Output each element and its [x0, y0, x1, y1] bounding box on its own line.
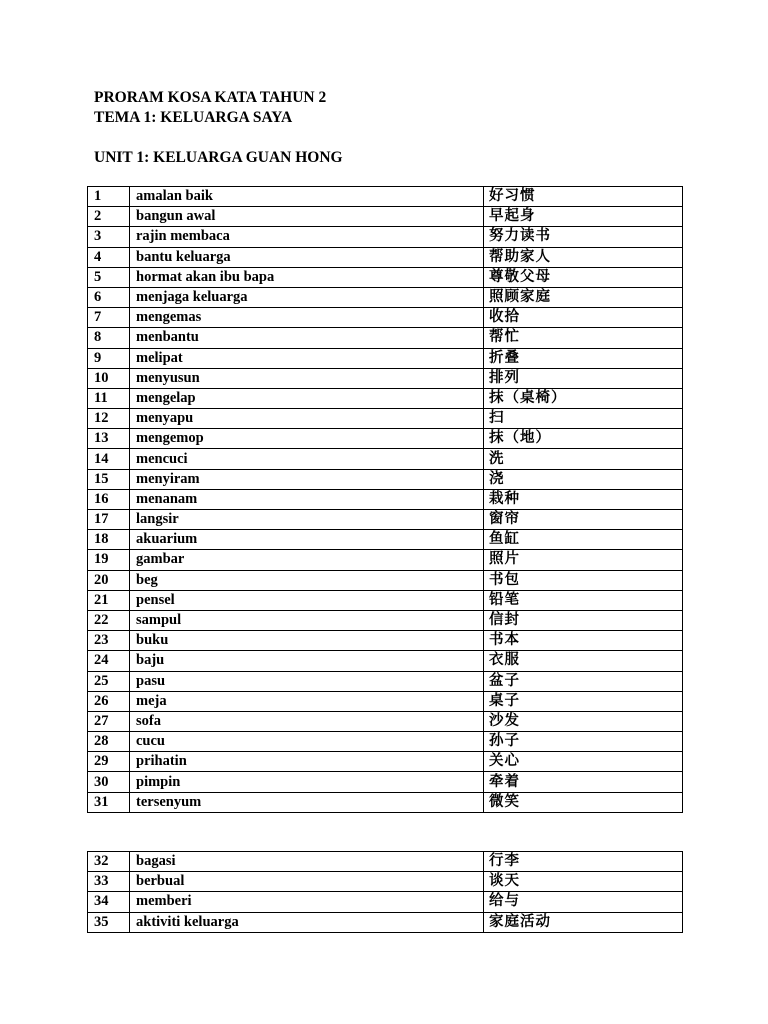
row-number: 5	[88, 267, 130, 287]
row-number: 28	[88, 732, 130, 752]
malay-word: langsir	[130, 510, 484, 530]
malay-word: sampul	[130, 610, 484, 630]
row-number: 19	[88, 550, 130, 570]
chinese-translation: 微笑	[484, 792, 683, 812]
table-row	[88, 892, 683, 912]
row-number: 7	[88, 308, 130, 328]
row-number: 31	[88, 792, 130, 812]
chinese-translation: 给与	[484, 892, 683, 912]
vocabulary-table-2	[87, 851, 683, 933]
row-number: 9	[88, 348, 130, 368]
table-row	[88, 631, 683, 651]
row-number: 17	[88, 510, 130, 530]
row-number: 33	[88, 872, 130, 892]
chinese-translation: 洗	[484, 449, 683, 469]
table-row	[88, 348, 683, 368]
malay-word: cucu	[130, 732, 484, 752]
chinese-translation: 努力读书	[484, 227, 683, 247]
chinese-translation: 扫	[484, 409, 683, 429]
row-number: 14	[88, 449, 130, 469]
table-row	[88, 852, 683, 872]
malay-word: akuarium	[130, 530, 484, 550]
malay-word: menyapu	[130, 409, 484, 429]
malay-word: pasu	[130, 671, 484, 691]
table-row	[88, 752, 683, 772]
row-number: 4	[88, 247, 130, 267]
malay-word: menyiram	[130, 469, 484, 489]
vocabulary-table-1	[87, 186, 683, 813]
chinese-translation: 照片	[484, 550, 683, 570]
table-row	[88, 550, 683, 570]
chinese-translation: 铅笔	[484, 590, 683, 610]
chinese-translation: 排列	[484, 368, 683, 388]
row-number: 1	[88, 187, 130, 207]
chinese-translation: 早起身	[484, 207, 683, 227]
table-row	[88, 590, 683, 610]
chinese-translation: 家庭活动	[484, 912, 683, 932]
chinese-translation: 鱼缸	[484, 530, 683, 550]
malay-word: memberi	[130, 892, 484, 912]
chinese-translation: 书本	[484, 631, 683, 651]
table-row	[88, 530, 683, 550]
table-row	[88, 732, 683, 752]
malay-word: bagasi	[130, 852, 484, 872]
row-number: 12	[88, 409, 130, 429]
row-number: 35	[88, 912, 130, 932]
row-number: 23	[88, 631, 130, 651]
malay-word: bantu keluarga	[130, 247, 484, 267]
row-number: 6	[88, 287, 130, 307]
row-number: 25	[88, 671, 130, 691]
row-number: 3	[88, 227, 130, 247]
malay-word: menjaga keluarga	[130, 287, 484, 307]
chinese-translation: 抹（地）	[484, 429, 683, 449]
chinese-translation: 桌子	[484, 691, 683, 711]
table-row	[88, 247, 683, 267]
chinese-translation: 帮助家人	[484, 247, 683, 267]
chinese-translation: 照顾家庭	[484, 287, 683, 307]
chinese-translation: 窗帘	[484, 510, 683, 530]
row-number: 29	[88, 752, 130, 772]
row-number: 13	[88, 429, 130, 449]
malay-word: menbantu	[130, 328, 484, 348]
chinese-translation: 收拾	[484, 308, 683, 328]
chinese-translation: 关心	[484, 752, 683, 772]
table-row	[88, 207, 683, 227]
malay-word: buku	[130, 631, 484, 651]
malay-word: pimpin	[130, 772, 484, 792]
malay-word: beg	[130, 570, 484, 590]
malay-word: menyusun	[130, 368, 484, 388]
chinese-translation: 浇	[484, 469, 683, 489]
row-number: 22	[88, 610, 130, 630]
table-row	[88, 651, 683, 671]
chinese-translation: 栽种	[484, 489, 683, 509]
row-number: 8	[88, 328, 130, 348]
row-number: 11	[88, 388, 130, 408]
row-number: 15	[88, 469, 130, 489]
chinese-translation: 谈天	[484, 872, 683, 892]
theme-title: TEMA 1: KELUARGA SAYA	[94, 109, 293, 126]
table-row	[88, 489, 683, 509]
chinese-translation: 好习惯	[484, 187, 683, 207]
chinese-translation: 牵着	[484, 772, 683, 792]
table-row	[88, 429, 683, 449]
malay-word: prihatin	[130, 752, 484, 772]
malay-word: mencuci	[130, 449, 484, 469]
row-number: 24	[88, 651, 130, 671]
table-row	[88, 671, 683, 691]
table-row	[88, 449, 683, 469]
table-row	[88, 772, 683, 792]
malay-word: hormat akan ibu bapa	[130, 267, 484, 287]
table-row	[88, 872, 683, 892]
table-row	[88, 711, 683, 731]
unit-title: UNIT 1: KELUARGA GUAN HONG	[94, 149, 343, 166]
malay-word: berbual	[130, 872, 484, 892]
table-row	[88, 388, 683, 408]
malay-word: aktiviti keluarga	[130, 912, 484, 932]
table-row	[88, 227, 683, 247]
malay-word: sofa	[130, 711, 484, 731]
malay-word: tersenyum	[130, 792, 484, 812]
chinese-translation: 帮忙	[484, 328, 683, 348]
chinese-translation: 折叠	[484, 348, 683, 368]
malay-word: pensel	[130, 590, 484, 610]
malay-word: bangun awal	[130, 207, 484, 227]
table-row	[88, 267, 683, 287]
table-row	[88, 328, 683, 348]
malay-word: mengemop	[130, 429, 484, 449]
chinese-translation: 尊敬父母	[484, 267, 683, 287]
row-number: 18	[88, 530, 130, 550]
malay-word: amalan baik	[130, 187, 484, 207]
chinese-translation: 信封	[484, 610, 683, 630]
chinese-translation: 衣服	[484, 651, 683, 671]
row-number: 2	[88, 207, 130, 227]
table-row	[88, 287, 683, 307]
chinese-translation: 沙发	[484, 711, 683, 731]
table-row	[88, 469, 683, 489]
row-number: 32	[88, 852, 130, 872]
malay-word: menanam	[130, 489, 484, 509]
table-row	[88, 409, 683, 429]
table-row	[88, 308, 683, 328]
row-number: 27	[88, 711, 130, 731]
row-number: 21	[88, 590, 130, 610]
table-row	[88, 187, 683, 207]
chinese-translation: 行李	[484, 852, 683, 872]
malay-word: gambar	[130, 550, 484, 570]
chinese-translation: 孙子	[484, 732, 683, 752]
row-number: 20	[88, 570, 130, 590]
row-number: 10	[88, 368, 130, 388]
malay-word: meja	[130, 691, 484, 711]
row-number: 26	[88, 691, 130, 711]
document-title: PRORAM KOSA KATA TAHUN 2	[94, 89, 327, 106]
table-row	[88, 912, 683, 932]
malay-word: baju	[130, 651, 484, 671]
chinese-translation: 书包	[484, 570, 683, 590]
table-row	[88, 570, 683, 590]
table-row	[88, 691, 683, 711]
row-number: 30	[88, 772, 130, 792]
malay-word: mengelap	[130, 388, 484, 408]
malay-word: mengemas	[130, 308, 484, 328]
table-row	[88, 792, 683, 812]
chinese-translation: 盆子	[484, 671, 683, 691]
row-number: 16	[88, 489, 130, 509]
table-row	[88, 610, 683, 630]
table-row	[88, 368, 683, 388]
row-number: 34	[88, 892, 130, 912]
table-row	[88, 510, 683, 530]
malay-word: melipat	[130, 348, 484, 368]
malay-word: rajin membaca	[130, 227, 484, 247]
chinese-translation: 抹（桌椅）	[484, 388, 683, 408]
